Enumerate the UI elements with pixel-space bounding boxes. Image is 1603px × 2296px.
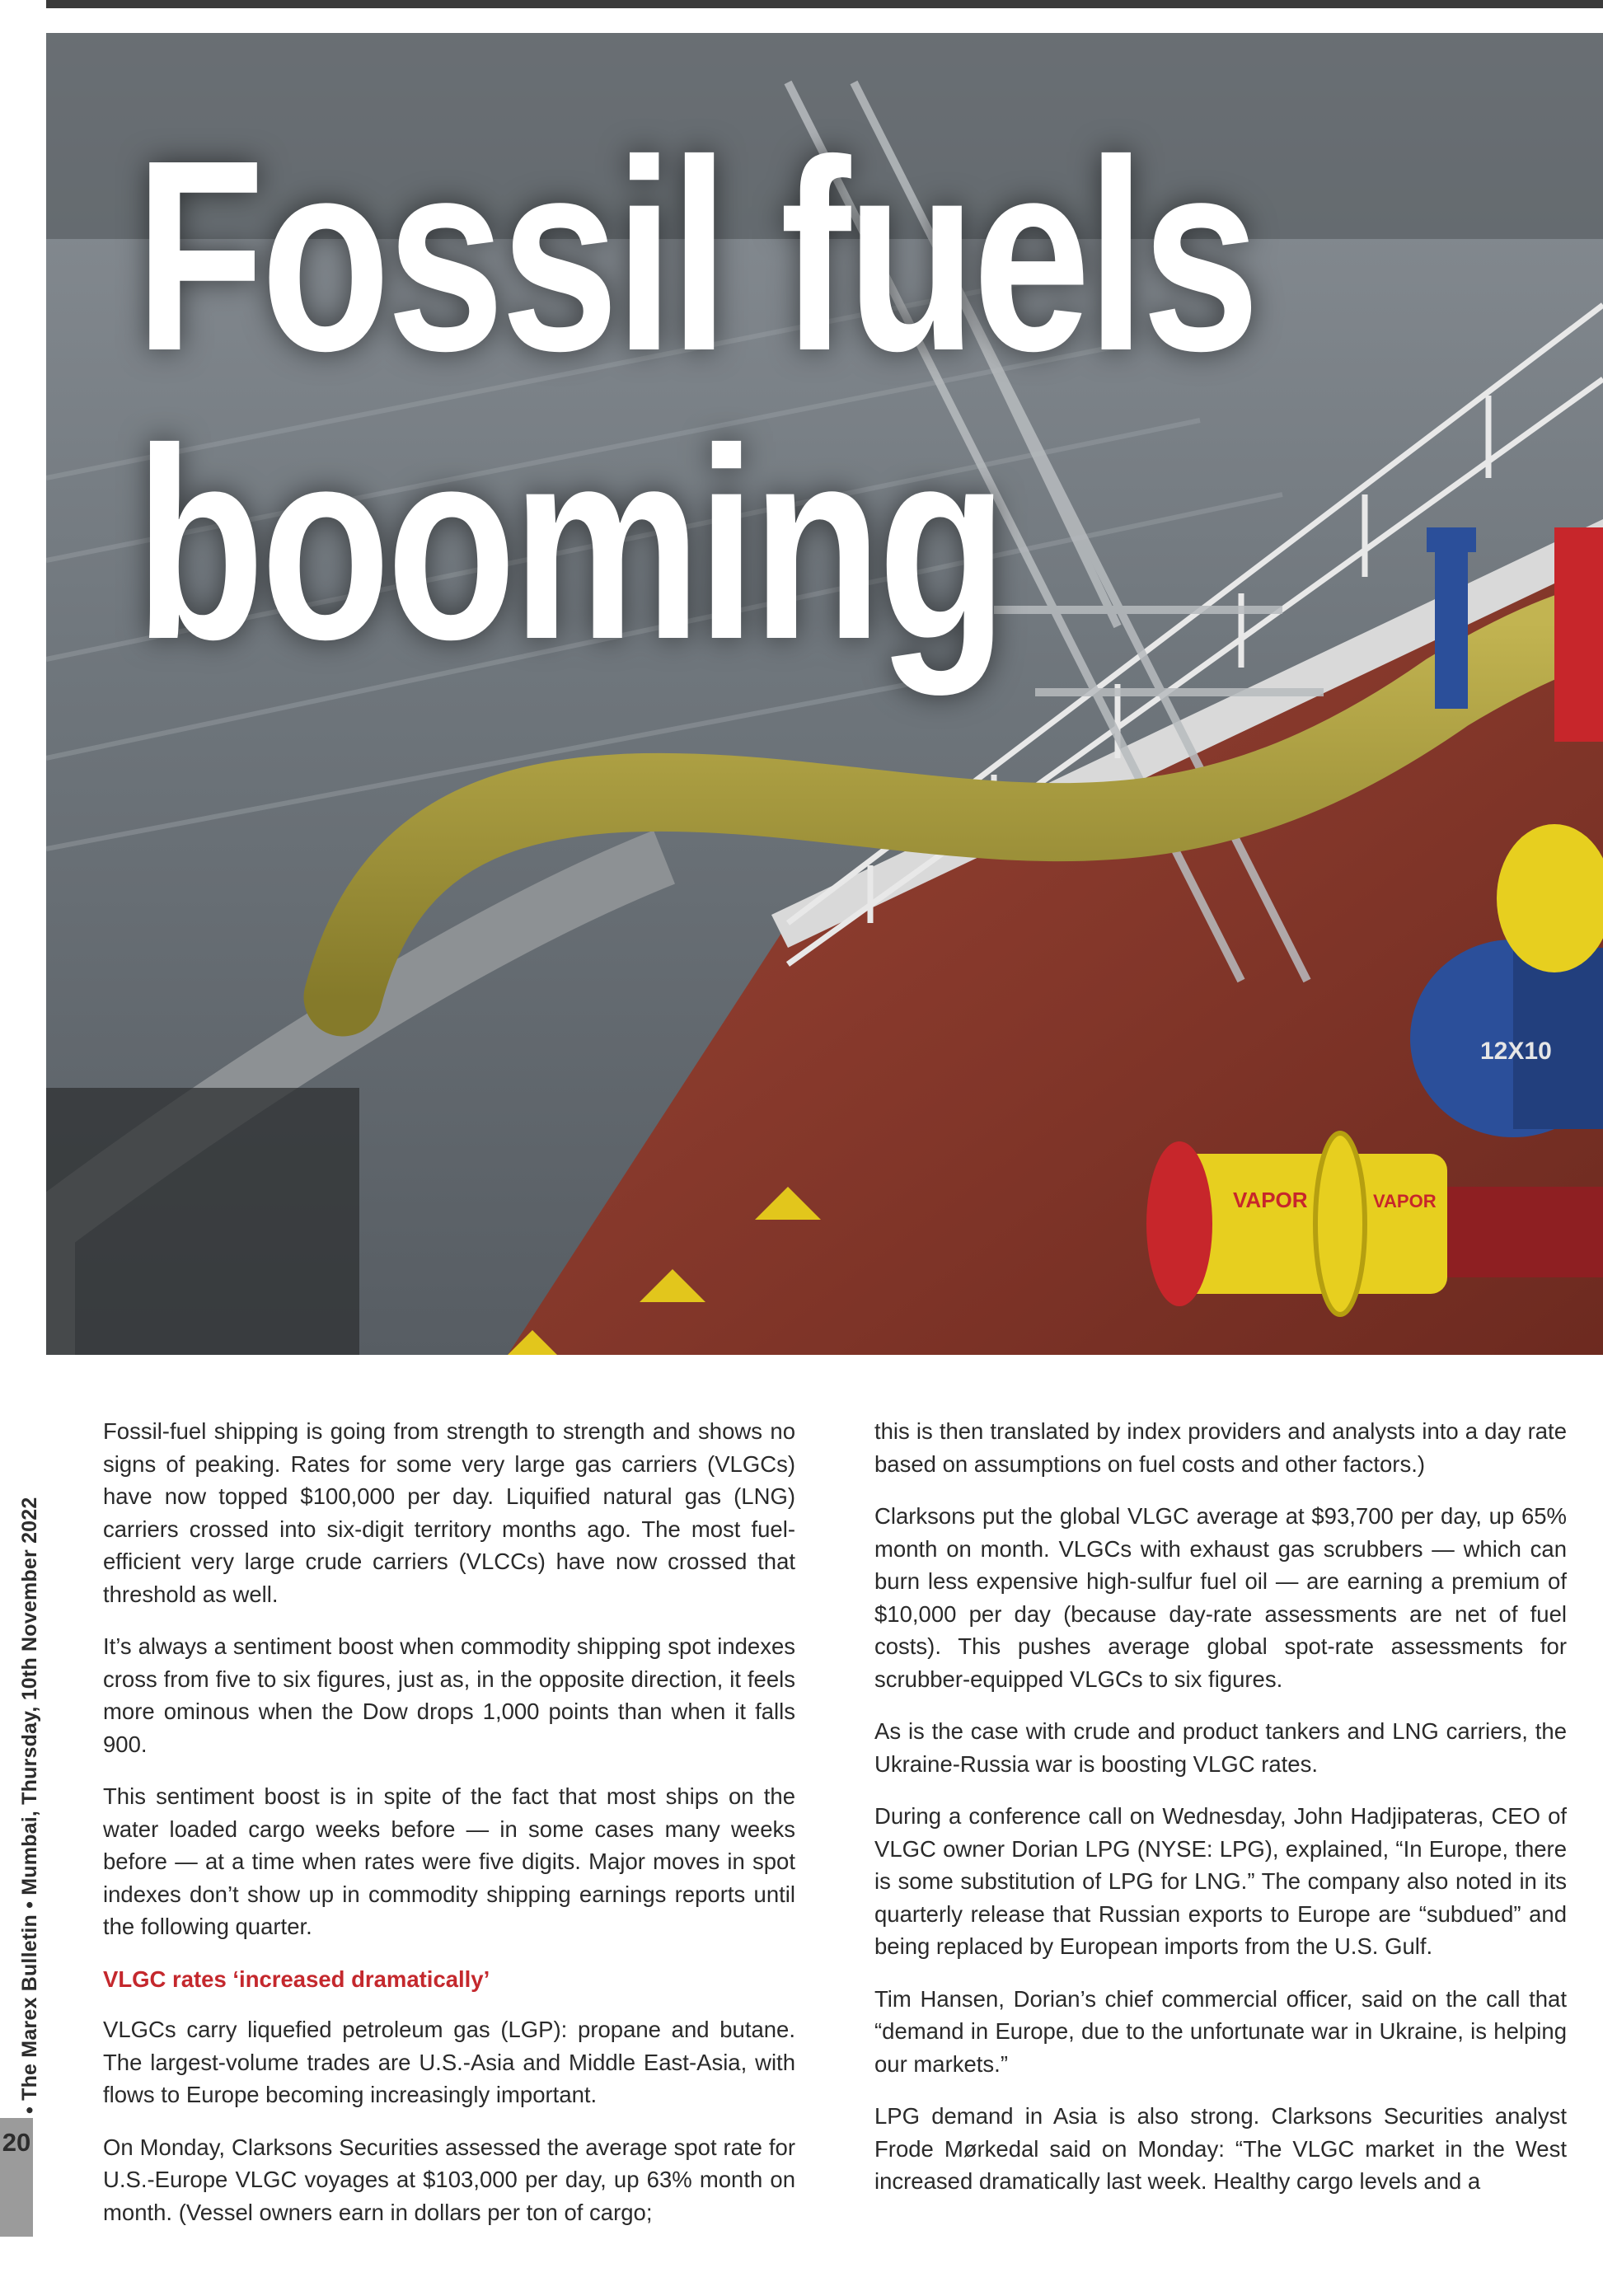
paragraph: Clarksons put the global VLGC average at $93,700 per day, up 65% month on month. VLGCs with exhaust gas scrubbers — which can burn less expensive high-sulfur fuel oil — are earning a premium of $10,000 per day (because day-rate assessments are net of fuel costs). This pushes average global spot-rate assessments for scrubber-equipped VLGCs to six figures. [874,1503,1567,1692]
paragraph: On Monday, Clarksons Securities assessed the average spot rate for U.S.-Europe VLGC voyages at $103,000 per day, up 63% month on month. (Vessel owners earn in dollars per ton of cargo; [103,2134,795,2225]
red-flange [1554,527,1603,742]
top-rule [46,0,1603,8]
article-column-left [103,1415,795,2248]
headline-line-1: Fossil fuels [135,103,1256,407]
flange-label-3: 12X10 [1480,1038,1552,1065]
vapor-manifold [1175,1154,1447,1294]
page-number: 20 [2,2128,31,2157]
paragraph: Fossil-fuel shipping is going from strength to strength and shows no signs of peaking. Rates for some very large gas carriers (VLGCs) have now topped $100,000 per day. Liquified natural gas (LNG) carriers crossed into six-digit territory months ago. The most fuel-efficient very large crude carriers (VLCCs) have now crossed that threshold as well. [103,1418,795,1607]
paragraph: This sentiment boost is in spite of the fact that most ships on the water loaded cargo weeks before — in some cases many weeks before — at a time when rates were five digits. Major moves in spot indexes don’t show up in commodity shipping earnings reports until the following quarter. [103,1783,795,1939]
paragraph: LPG demand in Asia is also strong. Clarksons Securities analyst Frode Mørkedal said on Monday: “The VLGC market in the West increased dramatically last week. Healthy cargo levels and a [874,2103,1567,2194]
flange-label-2: VAPOR [1373,1191,1437,1211]
subheading: VLGC rates ‘increased dramatically’ [103,1966,490,1992]
hero-photo [46,33,1603,1355]
headline [135,103,1256,696]
paragraph: During a conference call on Wednesday, John Hadjipateras, CEO of VLGC owner Dorian LPG (NYSE: LPG), explained, “In Europe, there is some substitution of LPG for LNG.” The company also noted in its quarterly release that Russian exports to Europe are “subdued” and being replaced by European imports from the U.S. Gulf. [874,1803,1567,1959]
paragraph: As is the case with crude and product tankers and LNG carriers, the Ukraine-Russia war is boosting VLGC rates. [874,1718,1567,1777]
flange-label-1: VAPOR [1233,1188,1308,1212]
headline-line-2: booming [135,391,1004,696]
article-column-right [874,1415,1567,2218]
paragraph: this is then translated by index providers and analysts into a day rate based on assumptions on fuel costs and other factors.) [874,1418,1567,1477]
paragraph: It’s always a sentiment boost when commodity shipping spot indexes cross from five to six figures, just as, in the opposite direction, it feels more ominous when the Dow drops 1,000 points than when it falls 900. [103,1633,795,1757]
paragraph: Tim Hansen, Dorian’s chief commercial officer, said on the call that “demand in Europe, due to the unfortunate war in Ukraine, is helping our markets.” [874,1985,1567,2077]
paragraph: VLGCs carry liquefied petroleum gas (LGP): propane and butane. The largest-volume trades are U.S.-Asia and Middle East-Asia, with flows to Europe becoming increasingly important. [103,2017,795,2107]
running-footer: • The Marex Bulletin • Mumbai, Thursday, 10th November 2022 [18,1497,41,2114]
